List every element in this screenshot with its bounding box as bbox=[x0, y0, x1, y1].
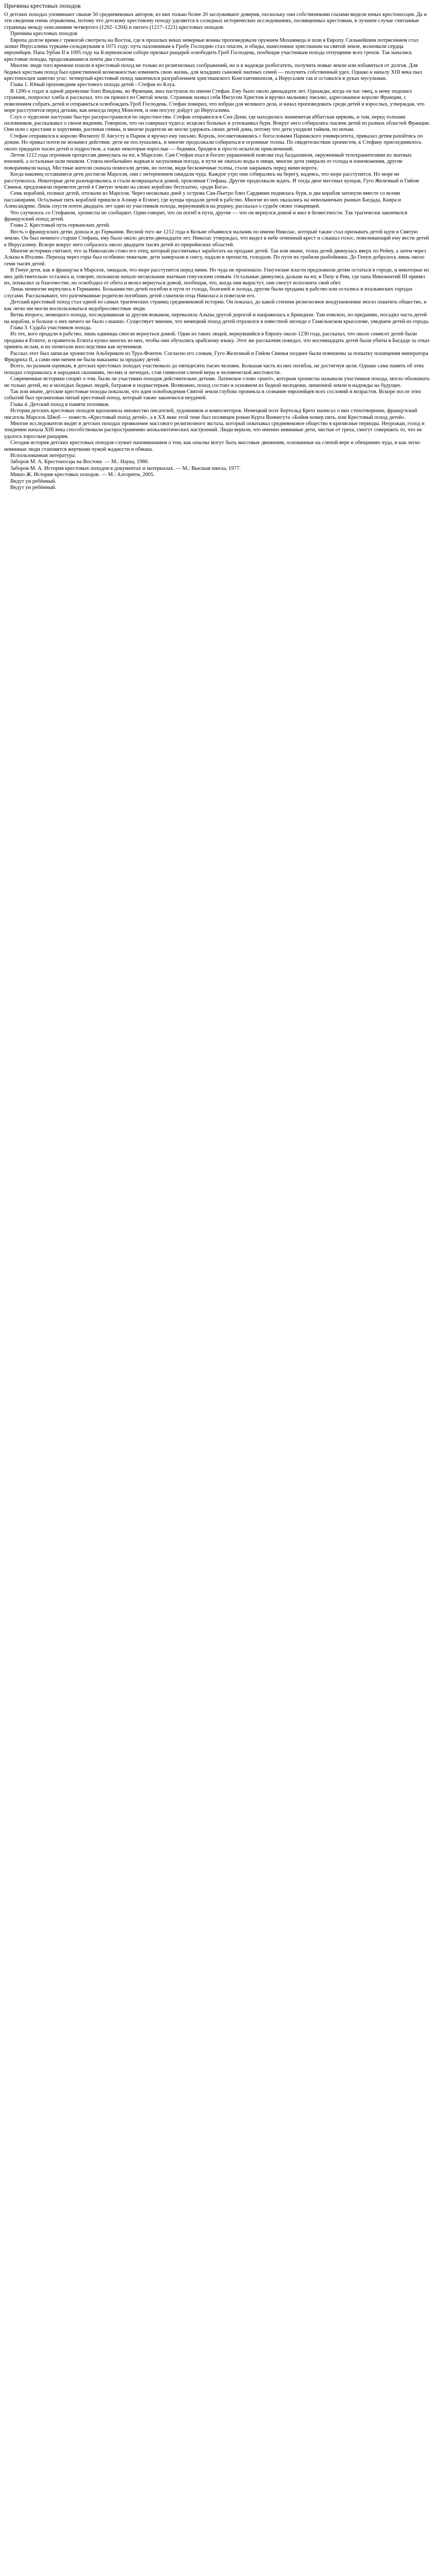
paragraph: Детский крестовый поход стал одной из самых трагических страниц средневековой истории. Он показал, до какой степени религиозное воодушевление могло охватить общество, и как легко им могли воспользоваться недобросовестные люди. bbox=[4, 299, 427, 312]
document-body bbox=[4, 12, 431, 491]
paragraph: Мишо Ж. История крестовых походов. — М.: Алгоритм, 2005. bbox=[10, 472, 155, 478]
paragraph: Глава 3. Судьба участников похода. bbox=[10, 325, 92, 331]
paragraph: Ветвь второго, немецкого похода, последовавшая за другим вожаком, перевалила Альпы другой дорогой и направилась к Бриндизи. Там епископ, по преданию, посадил часть детей на корабли, и больше о них ничего не было слышно. Существует мнение, что немецкий поход детей отразился в известной легенде о Гамельнском крысолове, уведшем детей из города. bbox=[4, 312, 429, 325]
paragraph: Весть о французских детях дошла и до Германии. Весной того же 1212 года в Кельне объявился мальчик по имени Николас, который также стал призывать детей идти в Святую землю. Он был немного старше Стефана, ему было около десяти-двенадцати лет. Николас утверждал, что видел в небе огненный крест и слышал голос, повелевающий ему вести детей к Иерусалиму. Вскоре вокруг него собралось около двадцати тысяч детей из прирейнских областей. bbox=[4, 229, 429, 248]
paragraph: Современные историки спорят о том, были ли участники походов действительно детьми. Латинское слово «pueri», которым хронисты называли участников похода, могло обозначать не только детей, но и молодых бедных людей, батраков и подмастерьев. Возможно, поход состоял в основном из бедной молодежи, лишенной земли и надежды на будущее. bbox=[4, 376, 430, 388]
document-title: Причины крестовых походов bbox=[4, 2, 81, 9]
paragraph: Многие историки считают, что за Николасом стоял его отец, который рассчитывал заработать на продаже детей. Так или иначе, толпа детей двинулась вверх по Рейну, а затем через Альпы в Италию. Переход через горы был особенно тяжелым: дети замерзали в снегу, падали в пропасти, голодали. По пути их грабили разбойники. До Генуи добралось лишь около семи тысяч детей. bbox=[4, 248, 426, 267]
paragraph: Глава 2. Крестовый путь германских детей. bbox=[10, 223, 110, 229]
paragraph: Когда наконец оставшиеся дети достигли Марселя, они с нетерпением ожидали чуда. Каждое утро они собирались на берегу, надеясь, что море расступится. Но море не расступилось. Некоторые дети разочаровались и стали возвращаться домой, проклиная Стефана. Другие продолжали ждать. И тогда двое местных купцов, Гуго Железный и Гийом Свинья, предложили перевезти детей в Святую землю на своих кораблях бесплатно, «ради Бога». bbox=[4, 172, 419, 190]
paragraph: Стефан отправился к королю Филиппу II Августу в Париж и вручил ему письмо. Король, посоветовавшись с богословами Парижского университета, приказал детям разойтись по домам. Но приказ почти не возымел действия: дети не послушались, и многие продолжали собираться в огромные толпы. По свидетельствам хронистов, к Стефану присоединилось около тридцати тысяч детей и подростков, а также некоторые взрослые — бедняки, бродяги и просто искатели приключений. bbox=[4, 133, 423, 152]
paragraph: Лишь немногие вернулись в Германию. Большинство детей погибли в пути от голода, болезней и холода, другие были проданы в рабство или остались в итальянских городах слугами. Рассказывают, что разгневанные родители погибших детей схватили отца Николаса и повесили его. bbox=[4, 286, 413, 299]
paragraph: Глава 1. Юный проповедник крестового похода детей - Стефан из Клуа. bbox=[10, 82, 176, 88]
paragraph: Европа долгое время с тревогой смотрела на Восток, где в прошлых веках неверные воины проповедовали оружием Мохаммеда и шли в Европу. Сильнейшим потрясением стал захват Иерусалима турками-сельджуками в 1071 году: путь паломникам к Гробу Господню стал опасен, и обиды, нанесенные христианам на святой земле, волновали сердца европейцев. Папа Урбан II в 1095 году на Клермонском соборе призвал рыцарей освободить Гроб Господень, пообещав участникам похода отпущение всех грехов. Так начались крестовые походы, продолжавшиеся почти два столетия. bbox=[4, 37, 418, 62]
paragraph: В Генуе дети, как и французы в Марселе, ожидали, что море расступится перед ними. Но чуда не произошло. Генуэзские власти предложили детям остаться в городе, и некоторые из них действительно остались и, говорят, положили начало нескольким знатным генуэзским семьям. Остальные двинулись дальше на юг, в Пизу и Рим, где папа Иннокентий III принял их, похвалил за благочестие, но освободил от обета и велел вернуться домой, пообещав, что, когда они вырастут, они смогут исполнить свой обет. bbox=[4, 267, 429, 286]
paragraph: Многие исследователи видят в детских походах проявление массового религиозного экстаза, который охватывал средневековое общество в кризисные периоды. Неурожаи, голод и эпидемии начала XIII века способствовали распространению апокалиптических настроений. Люди верили, что именно невинные дети, чистые от греха, смогут совершить то, что не удалось взрослым рыцарям. bbox=[4, 421, 425, 439]
paragraph: Летом 1212 года огромная процессия двинулась на юг, к Марселю. Сам Стефан ехал в богато украшенной повозке под балдахином, окруженный телохранителями из знатных юношей, а остальные шли пешком. Стояла необычайно жаркая и засушливая погода, в пути не хватало воды и пищи, многие дети умирали от голода и изнеможения, другие поворачивали назад. Местные жители сначала помогали детям, но потом, видя бесконечные толпы, стали закрывать перед ними ворота. bbox=[4, 152, 412, 171]
paragraph: Слух о чудесном пастушке быстро распространился по окрестностям. Стефан отправился в Сен-Дени, где находилась знаменитая аббатская церковь, и там, перед толпами паломников, рассказывал о своем видении. Говорили, что он совершал чудеса: исцелял больных и успокаивал бури. Вокруг него собирались тысячи детей из разных областей Франции. Они шли с крестами и хоругвями, распевая гимны, и многие родители не могли удержать своих детей дома, потому что дети уходили тайком, по ночам. bbox=[4, 114, 430, 133]
paragraph: Глава 4. Детский поход в памяти потомков. bbox=[10, 401, 110, 408]
paragraph: Из тех, кого продали в рабство, лишь единицы смогли вернуться домой. Один из таких людей, вернувшийся в Европу около 1230 года, рассказал, что около семисот детей были проданы в Египте, и правитель Египта купил многих из них, чтобы они обучались арабскому языку. Этот же рассказчик поведал, что восемнадцать детей были убиты в Багдаде за отказ принять ислам, и их почитали впоследствии как мучеников. bbox=[4, 331, 430, 350]
paragraph: Всего, по разным оценкам, в детских крестовых походах участвовало до пятидесяти тысяч человек. Большая часть из них погибла, не достигнув цели. Однако сама память об этих походах сохранилась в народных сказаниях, песнях и легендах, став символом слепой веры и человеческой жестокости. bbox=[4, 363, 424, 376]
paragraph: Использованная литература: bbox=[10, 453, 76, 459]
paragraph: История детских крестовых походов вдохновила множество писателей, художников и композиторов. Немецкий поэт Бертольд Брехт написал о них стихотворение, французский писатель Марсель Швоб — повесть «Крестовый поход детей», а в XX веке этой теме был посвящен роман Курта Воннегута «Бойня номер пять, или Крестовый поход детей». bbox=[4, 408, 417, 420]
paragraph: Ведут уи ребённый. bbox=[10, 485, 57, 491]
paragraph: Так или иначе, детские крестовые походы показали, что идея освобождения Святой земли глубоко проникла в сознание европейцев всех сословий и возрастов. Вскоре после этих событий был организован пятый крестовый поход, который также закончился неудачей. bbox=[4, 388, 422, 401]
paragraph: Ведут уи ребённый. bbox=[10, 478, 57, 484]
paragraph: Семь кораблей, полных детей, отплыли из Марселя. Через несколько дней у острова Сан-Пьетро близ Сардинии поднялась буря, и два корабля затонули вместе со всеми пассажирами. Остальные пять кораблей пришли в Алжир и Египет, где купцы продали детей в рабство. Многие из них оказались на невольничьих рынках Багдада, Каира и Александрии. Лишь спустя почти двадцать лет один из участников похода, вернувшийся на родину, рассказал о судьбе своих товарищей. bbox=[4, 191, 401, 210]
paragraph: Сегодня история детских крестовых походов служит напоминанием о том, как опасны могут быть массовые движения, основанные на слепой вере и обещаниях чуда, и как легко невинные люди становятся жертвами чужой жадности и обмана. bbox=[4, 440, 421, 452]
paragraph: Рассказ этот был записан хронистом Альбериком из Труа-Фонтен. Согласно его словам, Гуго Железный и Гийом Свинья позднее были повешены за попытку похищения императора Фридриха II, а сами они ничем не были наказаны за продажу детей. bbox=[4, 350, 428, 363]
paragraph: В 1200-х годах в одной деревушке близ Вандома, во Франции, жил пастушок по имени Стефан. Ему было около двенадцати лет. Однажды, когда он пас овец, к нему подошел странник, попросил хлеба и рассказал, что он пришел из Святой земли. Странник назвал себя Иисусом Христом и вручил мальчику письмо, адресованное королю Франции, с повелением собрать детей и отправиться освобождать Гроб Господень. Стефан поверил, что избран для великого дела, и начал проповедовать среди детей и взрослых, утверждая, что море расступится перед детьми, как некогда перед Моисеем, и они посуху дойдут до Иерусалима. bbox=[4, 88, 425, 114]
paragraph: Причины крестовых походов bbox=[10, 31, 78, 37]
paragraph: Многие люди того времени пошли в крестовый поход не только из религиозных соображений, но и в надежде разбогатеть, получить новые земли или избавиться от долгов. Для бедных крестьян поход был единственной возможностью изменить свою жизнь, для младших сыновей знатных семей — получить собственный удел. Однако к началу XIII века пыл крестоносцев заметно угас: четвертый крестовый поход закончился разграблением христианского Константинополя, а Иерусалим так и оставался в руках мусульман. bbox=[4, 63, 422, 82]
document-page bbox=[0, 0, 436, 495]
paragraph: Что случилось со Стефаном, хронисты не сообщают. Одни говорят, что он погиб в пути, другие — что он вернулся домой и жил в безвестности. Так трагически закончился французский поход детей. bbox=[4, 210, 408, 222]
paragraph: Заборов М. А. История крестовых походов в документах и материалах. — М.: Высшая школа, 1977. bbox=[10, 465, 241, 471]
paragraph: О детских походах упоминают свыше 50 средневековых авторов, из них только более 20 заслуживают доверия, поскольку они собственными глазами видели юных крестоносцев. Да и эти сведения очень отрывочны, потому что детскому крестовому походу уделяется в солидных исторических исследованиях, посвященных крестовым, в лучшем случае считанные страницы между описаниями четвертого (1202–1204) и пятого (1217–1221) крестовых походов. bbox=[4, 12, 427, 30]
paragraph: Заборов М. А. Крестоносцы на Востоке. — М.: Наука, 1980. bbox=[10, 459, 149, 465]
